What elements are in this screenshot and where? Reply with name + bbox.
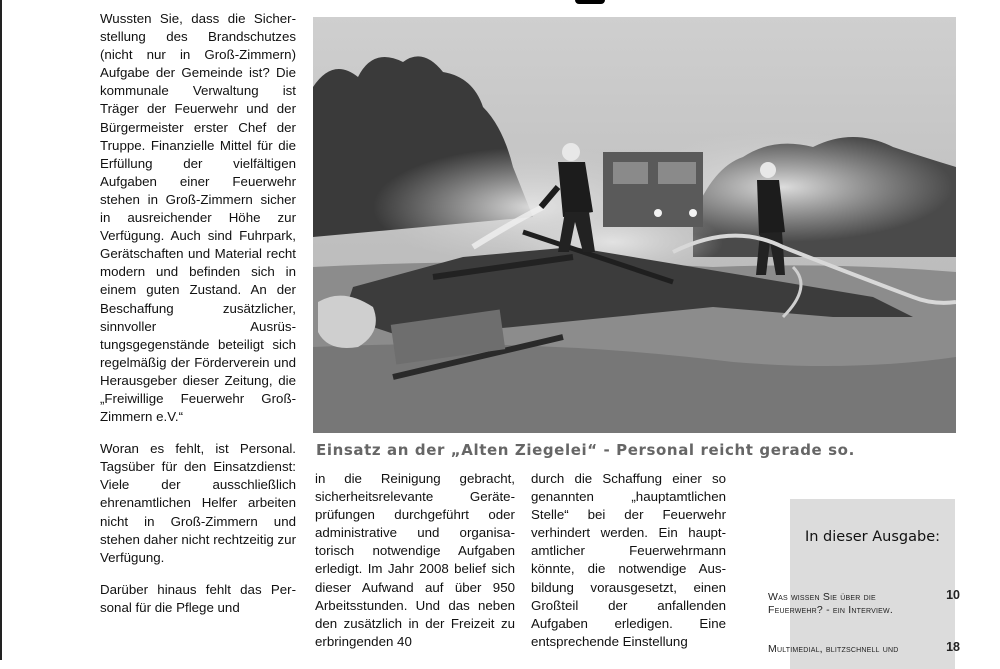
- article-paragraph: in die Reinigung gebracht, sicherheitsrelevante Geräteprüfungen durchgeführt oder administrative und organisatorisch notwendige Aufgaben erledigt. Im Jahr 2008 belief sich dieser Aufwand auf über 950 Arbeitsstunden. Und das neben den zusätzlich in der Freizeit zu erbringenden 40: [315, 471, 515, 649]
- photo-caption: Einsatz an der „Alten Ziegelei“ - Personal reicht gerade so.: [316, 441, 855, 459]
- contents-item-label: Multimedial, blitzschnell und: [768, 643, 899, 655]
- firefighters-photo: [313, 17, 956, 433]
- contents-item[interactable]: [768, 588, 960, 617]
- article-column-2: [315, 470, 515, 665]
- article-paragraph: durch die Schaffung einer so genannten „hauptamtlichen Stelle“ bei der Feuerwehr verhindert werden. Ein hauptamtlicher Feuerwehrmann könnte, die notwendige Ausbildung vorausgesetzt, einen Großteil der anfallenden Aufgaben erledigen. Eine entsprechende Einstellung: [531, 471, 726, 649]
- article-paragraph: Wussten Sie, dass die Sicherstellung des Brandschutzes (nicht nur in Groß-Zimmern) Aufgabe der Gemeinde ist? Die kommunale Verwaltung ist Träger der Feuerwehr und der Bürgermeister erster Chef der Truppe. Finanzielle Mittel für die Erfüllung der vielfältigen Aufgaben einer Feuerwehr stehen in Groß-Zimmern sicher in ausreichender Höhe zur Verfügung. Auch sind Fuhrpark, Gerätschaften und Material recht modern und befinden sich in einem guten Zustand. An der Beschaffung zusätzlicher, sinnvoller Ausrüstungsgegenstände beteiligt sich regelmäßig der Förderverein und Herausgeber dieser Zeitung, die „Freiwillige Feuerwehr Groß-Zimmern e.V.“: [100, 11, 296, 425]
- article-column-1: [100, 10, 296, 631]
- article-column-3: [531, 470, 726, 665]
- contents-box: [768, 499, 960, 669]
- contents-item[interactable]: [768, 640, 960, 656]
- article-paragraph: Darüber hinaus fehlt das Personal für die Pflege und: [100, 581, 296, 615]
- header-fragment: [575, 0, 605, 4]
- contents-item-label: Was wissen Sie über die Feuerwehr? - ein Interview.: [768, 591, 893, 616]
- contents-item-page: 18: [946, 640, 960, 654]
- contents-item-page: 10: [946, 588, 960, 602]
- contents-title: In dieser Ausgabe:: [804, 529, 941, 545]
- article-paragraph: Woran es fehlt, ist Personal. Tagsüber für den Einsatzdienst: Viele der ausschließlich ehrenamtlichen Helfer arbeiten nicht in Groß-Zimmern und stehen daher nicht rechtzeitig zur Verfügung.: [100, 441, 296, 565]
- page-edge: [0, 0, 2, 660]
